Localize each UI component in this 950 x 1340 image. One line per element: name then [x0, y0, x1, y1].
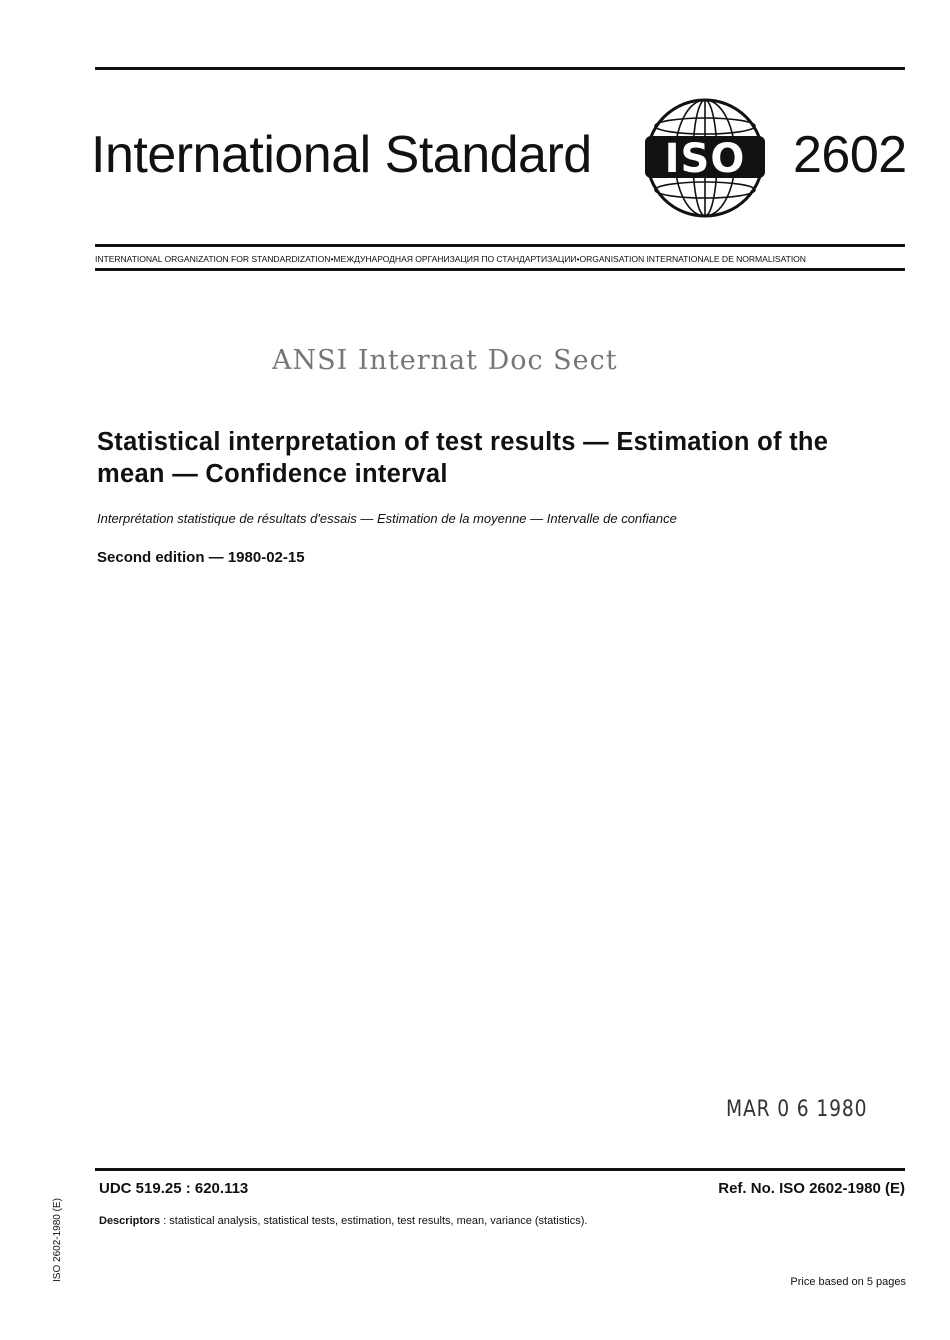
- descriptors-label: Descriptors: [99, 1215, 161, 1227]
- org-rule-bottom: [95, 268, 905, 271]
- iso-logo: [641, 96, 769, 220]
- descriptors: [99, 1214, 587, 1228]
- french-title: Interprétation statistique de résultats d'essais — Estimation de la moyenne — Intervalle de confiance: [97, 511, 677, 526]
- top-rule: [95, 67, 905, 70]
- org-rule-top: [95, 244, 905, 247]
- received-date-stamp: MAR 0 6 1980: [726, 1097, 868, 1122]
- edition-line: Second edition — 1980-02-15: [97, 549, 305, 566]
- document-title: Statistical interpretation of test results — Estimation of the mean — Confidence interval: [97, 428, 829, 488]
- reference-number: Ref. No. ISO 2602-1980 (E): [718, 1180, 905, 1197]
- side-code: ISO 2602-1980 (E): [52, 1198, 63, 1282]
- price-note: Price based on 5 pages: [790, 1276, 906, 1288]
- descriptors-text: : statistical analysis, statistical tests, estimation, test results, mean, variance (statistics).: [160, 1215, 588, 1227]
- organization-line: INTERNATIONAL ORGANIZATION FOR STANDARDIZATION•МЕЖДУНАРОДНАЯ ОРГАНИЗАЦИЯ ПО СТАНДАРТИЗАЦИИ•ORGANISATION INTERNATIONALE DE NORMALISATION: [95, 254, 806, 264]
- udc-code: UDC 519.25 : 620.113: [99, 1180, 249, 1197]
- footer-rule: [95, 1168, 905, 1171]
- iso-logo-text: ISO: [664, 136, 746, 182]
- standard-heading: International Standard: [91, 126, 592, 184]
- ansi-stamp: ANSI Internat Doc Sect: [272, 345, 618, 376]
- standard-number: 2602: [793, 126, 907, 184]
